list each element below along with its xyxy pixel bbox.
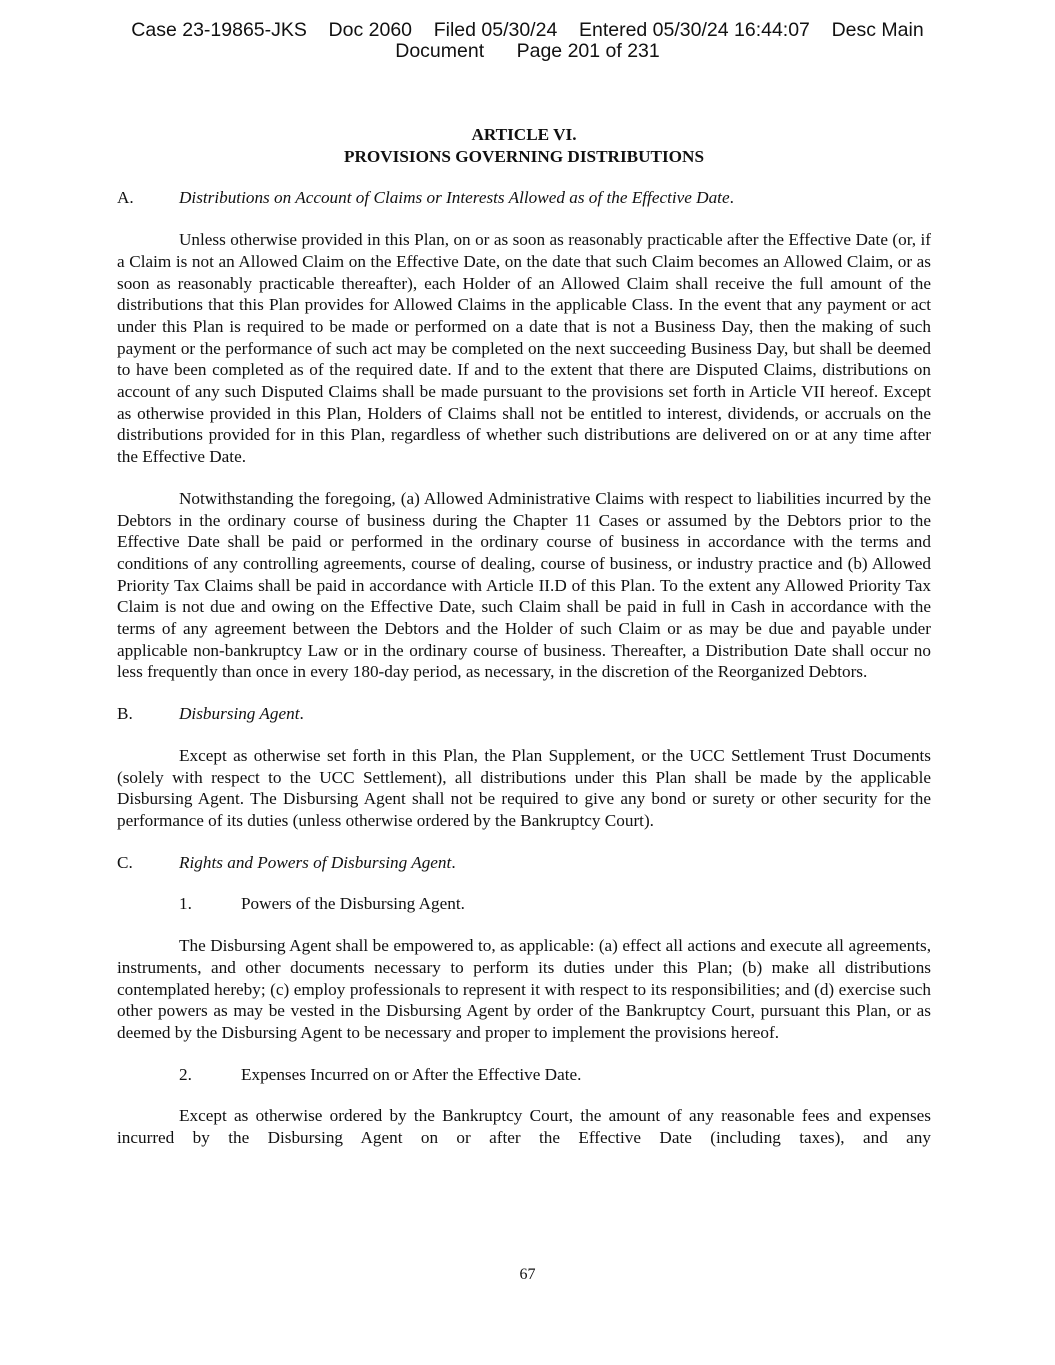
subsection-c1-label: 1. xyxy=(179,894,192,914)
article-number: ARTICLE VI. xyxy=(471,125,577,144)
section-b-label: B. xyxy=(117,704,133,724)
article-title: PROVISIONS GOVERNING DISTRIBUTIONS xyxy=(343,146,705,166)
subsection-c2-heading xyxy=(117,1064,931,1086)
subsection-c2-title: Expenses Incurred on or After the Effective Date. xyxy=(241,1064,582,1084)
section-b-title: Disbursing Agent xyxy=(179,704,300,724)
subsection-c1-paragraph: The Disbursing Agent shall be empowered to, as applicable: (a) effect all actions and execute all agreements, instruments, and other documents necessary to perform its duties under this Plan; (b) make all distributions contemplated hereby; (c) employ professionals to represent it with respect to its responsibilities; and (d) exercise such other powers as may be vested in the Disbursing Agent by order of the Bankruptcy Court, pursuant this Plan, or as deemed by the Disbursing Agent to be necessary and proper to implement the provisions hereof. xyxy=(117,936,931,1042)
section-a-paragraph-1: Unless otherwise provided in this Plan, on or as soon as reasonably practicable after the Effective Date (or, if a Claim is not an Allowed Claim on the Effective Date, on the date that such Claim becomes an Allowed Claim, or as soon as reasonably practicable thereafter), each Holder of an Allowed Claim shall receive the full amount of the distributions that this Plan provides for Allowed Claims in the applicable Class. In the event that any payment or act under this Plan is required to be made or performed on a date that is not a Business Day, then the making of such payment or the performance of such act may be completed on the next succeeding Business Day, but shall be deemed to have been completed as of the required date. If and to the extent that there are Disputed Claims, distributions on account of any such Disputed Claims shall be made pursuant to the provisions set forth in Article VII hereof. Except as otherwise provided in this Plan, Holders of Claims shall not be entitled to interest, dividends, or accruals on the distributions provided for in this Plan, regardless of whether such distributions are delivered on or at any time after the Effective Date. xyxy=(117,230,931,467)
section-a-paragraph-2: Notwithstanding the foregoing, (a) Allowed Administrative Claims with respect to liabilities incurred by the Debtors in the ordinary course of business during the Chapter 11 Cases or assumed by the Debtors prior to the Effective Date shall be paid or performed in the ordinary course of business in accordance with the terms and conditions of any controlling agreements, course of dealing, course of business, or industry practice and (b) Allowed Priority Tax Claims shall be paid in accordance with Article II.D of this Plan. To the extent any Allowed Priority Tax Claim is not due and owing on the Effective Date, such Claim shall be paid in full in Cash in accordance with the terms of any agreement between the Debtors and the Holder of such Claim or as may be due and payable under applicable non-bankruptcy Law or in the ordinary course of business. Thereafter, a Distribution Date shall occur no less frequently than once in every 180-day period, as necessary, in the discretion of the Reorganized Debtors. xyxy=(117,488,931,682)
document-body xyxy=(117,124,931,1149)
subsection-c1-title: Powers of the Disbursing Agent. xyxy=(241,894,465,914)
section-a-heading: A. Distributions on Account of Claims or Interests Allowed as of the Effective Date. xyxy=(117,188,734,208)
subsection-c2-label: 2. xyxy=(179,1064,192,1084)
section-a-title: Distributions on Account of Claims or Interests Allowed as of the Effective Date xyxy=(179,188,730,208)
subsection-c2-paragraph: Except as otherwise ordered by the Bankruptcy Court, the amount of any reasonable fees and expenses incurred by the Disbursing Agent on or after the Effective Date (including taxes), and any xyxy=(117,1106,931,1148)
section-b-paragraph-1: Except as otherwise set forth in this Plan, the Plan Supplement, or the UCC Settlement Trust Documents (solely with respect to the UCC Settlement), all distributions under this Plan shall be made by the applicable Disbursing Agent. The Disbursing Agent shall not be required to give any bond or surety or other security for the performance of its duties (unless otherwise ordered by the Bankruptcy Court). xyxy=(117,745,931,830)
document-page-line: Document Page 201 of 231 xyxy=(395,40,660,62)
section-c-label: C. xyxy=(117,852,133,872)
page-number: 67 xyxy=(519,1266,536,1283)
subsection-c1-heading xyxy=(117,893,931,915)
section-c-title: Rights and Powers of Disbursing Agent xyxy=(179,852,452,872)
case-info-line: Case 23-19865-JKS Doc 2060 Filed 05/30/24 Entered 05/30/24 16:44:07 Desc Main xyxy=(131,19,924,41)
section-c-heading: C. Rights and Powers of Disbursing Agent. xyxy=(117,852,456,872)
section-b-heading: B. Disbursing Agent. xyxy=(117,704,304,724)
section-a-label: A. xyxy=(117,188,134,208)
court-filing-header xyxy=(0,20,1055,62)
